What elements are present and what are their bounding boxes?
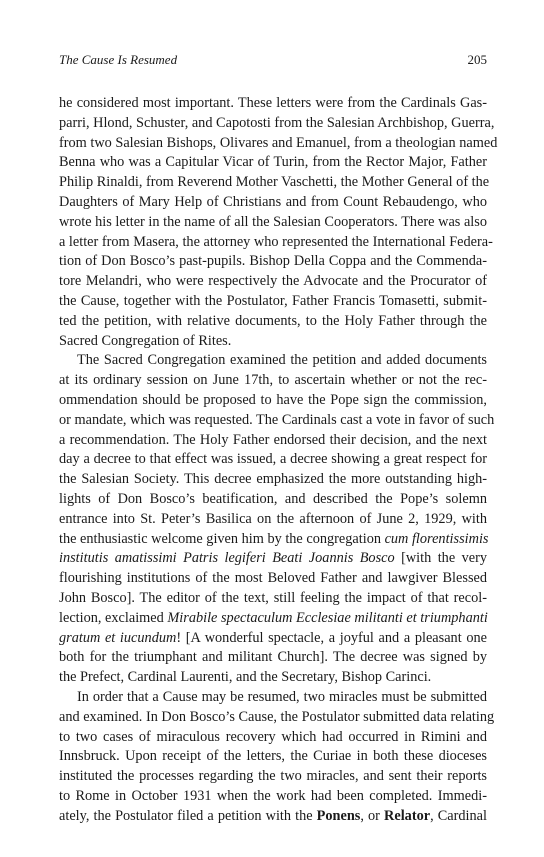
text-segment: Daughters of Mary Help of Christians and from Count Rebaudengo, who: [59, 193, 487, 210]
text-line: [59, 450, 487, 470]
text-segment: Benna who was a Capitular Vicar of Turin, from the Rector Major, Father: [59, 154, 487, 171]
text-segment: and examined. In Don Bosco’s Cause, the Postulator submitted data relating: [59, 708, 495, 725]
text-line: [59, 391, 487, 411]
italic-text: institutis amatissimi Patris legiferi Beati Joannis Bosco: [59, 550, 395, 567]
bold-term: Relator: [384, 807, 431, 824]
text-line: [59, 589, 487, 609]
text-segment: at its ordinary session on June 17th, to ascertain whether or not the rec-: [59, 372, 487, 389]
text-segment: ately, the Postulator filed a petition with the: [59, 807, 317, 824]
text-line: [59, 94, 487, 114]
text-line: [59, 351, 487, 371]
text-segment: he considered most important. These letters were from the Cardinals Gas-: [59, 95, 487, 111]
text-line: [59, 114, 495, 134]
text-line: [59, 747, 487, 767]
text-segment: John Bosco]. The editor of the text, still feeling the impact of that recol-: [59, 589, 487, 606]
page-header: [59, 52, 487, 70]
text-segment: from two Salesian Bishops, Olivares and Emanuel, from a theologian named: [59, 134, 498, 151]
text-line: [59, 233, 493, 253]
text-segment: day a decree to that effect was issued, a decree showing a great respect for: [59, 451, 487, 468]
text-segment: ted the petition, with relative documents, to the Holy Father through the: [59, 312, 487, 329]
text-line: [59, 490, 487, 510]
text-segment: In order that a Cause may be resumed, two miracles must be submitted: [77, 688, 487, 705]
text-segment: instituted the processes regarding the two miracles, and sent their reports: [59, 768, 487, 785]
text-segment: the Prefect, Cardinal Laurenti, and the Secretary, Bishop Carinci.: [59, 669, 432, 686]
text-line: [59, 312, 487, 332]
italic-text: Mirabile spectaculum Ecclesiae militanti et triumphanti: [167, 609, 488, 626]
text-segment: the Cause, together with the Postulator, Father Francis Tomasetti, submit-: [59, 292, 487, 309]
text-line: [59, 549, 487, 569]
text-segment: Innsbruck. Upon receipt of the letters, the Curiae in both these dioceses: [59, 748, 487, 765]
text-segment: , Cardinal: [430, 807, 487, 824]
text-line: [59, 292, 487, 312]
text-line: [59, 470, 487, 490]
text-segment: the Salesian Society. This decree emphasized the more outstanding high-: [59, 471, 487, 488]
text-line: [59, 371, 487, 391]
italic-text: cum florentissimis: [384, 530, 489, 547]
text-line: [59, 767, 487, 787]
bold-term: Ponens: [316, 807, 361, 824]
text-line: [59, 530, 487, 550]
text-line: [59, 569, 487, 589]
text-line: [59, 648, 487, 668]
text-line: [59, 332, 487, 352]
text-segment: Philip Rinaldi, from Reverend Mother Vaschetti, the Mother General of the: [59, 174, 490, 191]
text-segment: or mandate, which was requested. The Cardinals cast a vote in favor of such: [59, 411, 495, 428]
text-line: [59, 510, 487, 530]
text-line: [59, 193, 487, 213]
text-segment: The Sacred Congregation examined the petition and added documents: [77, 352, 487, 369]
text-segment: tore Melandri, who were respectively the Advocate and the Procurator of: [59, 273, 487, 290]
text-line: [59, 609, 487, 629]
text-line: [59, 688, 487, 708]
text-segment: entrance into St. Peter’s Basilica on the afternoon of June 2, 1929, with: [59, 510, 487, 527]
text-segment: a recommendation. The Holy Father endorsed their decision, and the next: [59, 431, 487, 448]
text-line: [59, 252, 487, 272]
text-segment: the enthusiastic welcome given him by the congregation: [59, 530, 385, 547]
text-line: [59, 134, 498, 154]
text-line: [59, 213, 487, 233]
text-line: [59, 411, 495, 431]
text-line: [59, 173, 490, 193]
text-segment: ommendation should be proposed to have the Pope sign the commission,: [59, 391, 487, 408]
text-segment: parri, Hlond, Schuster, and Capotosti from the Salesian Archbishop, Guerra,: [59, 114, 495, 131]
text-line: [59, 708, 495, 728]
text-segment: wrote his letter in the name of all the Salesian Cooperators. There was also: [59, 213, 487, 230]
running-title: The Cause Is Resumed: [59, 52, 178, 67]
text-line: [59, 153, 487, 173]
text-segment: lights of Don Bosco’s beatification, and described the Pope’s solemn: [59, 490, 487, 507]
text-line: [59, 668, 487, 688]
body-text: [59, 94, 498, 826]
text-line: [59, 629, 487, 649]
text-segment: both for the triumphant and militant Church]. The decree was signed by: [59, 649, 487, 666]
text-segment: flourishing institutions of the most Beloved Father and lawgiver Blessed: [59, 570, 487, 587]
text-line: [59, 807, 487, 827]
text-segment: a letter from Masera, the attorney who represented the International Federa-: [59, 233, 493, 250]
text-segment: [with the very: [394, 550, 487, 567]
text-segment: ! [A wonderful spectacle, a joyful and a pleasant one: [176, 629, 487, 646]
text-line: [59, 787, 487, 807]
text-segment: , or: [360, 807, 385, 824]
text-segment: to Rome in October 1931 when the work had been completed. Immedi-: [59, 787, 487, 804]
text-segment: Sacred Congregation of Rites.: [59, 332, 232, 349]
text-segment: to two cases of miraculous recovery which had occurred in Rimini and: [59, 728, 487, 745]
italic-text: gratum et iucundum: [59, 629, 177, 646]
text-line: [59, 272, 487, 292]
text-segment: lection, exclaimed: [59, 609, 168, 626]
text-line: [59, 728, 487, 748]
text-line: [59, 431, 487, 451]
page-number: 205: [467, 52, 487, 67]
text-segment: tion of Don Bosco’s past-pupils. Bishop Della Coppa and the Commenda-: [59, 253, 487, 270]
